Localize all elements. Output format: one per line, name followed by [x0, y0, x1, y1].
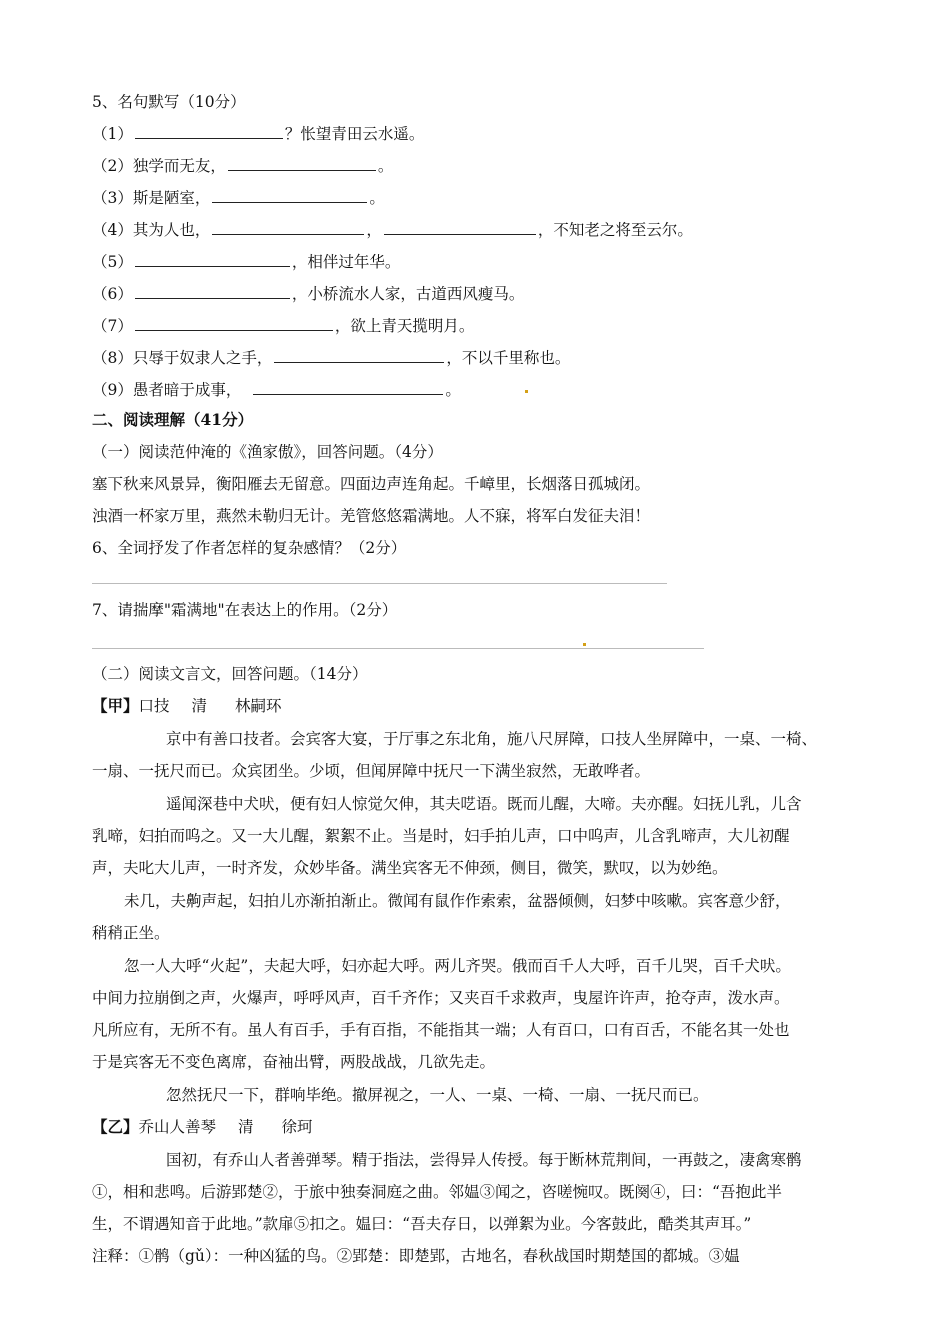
jia-p4-line-c: 凡所应有，无所不有。虽人有百手，手有百指，不能指其一端；人有百口，口有百舌，不能名其一处也 [92, 1021, 790, 1039]
yi-label: 【乙】 [92, 1117, 139, 1136]
q5-item-7 [92, 316, 474, 336]
jia-p2-line-c: 声，夫叱大儿声，一时齐发，众妙毕备。满坐宾客无不伸颈，侧目，微笑，默叹，以为妙绝。 [92, 859, 728, 877]
answer-blank[interactable] [135, 252, 290, 267]
item-text: ，欲上青天揽明月。 [334, 317, 475, 335]
jia-p4-line-a: 忽一人大呼“火起”，夫起大呼，妇亦起大呼。两儿齐哭。俄而百千人大呼，百千儿哭，百千犬吠。 [124, 957, 791, 975]
answer-blank[interactable] [135, 124, 283, 139]
item-number: （3） [92, 189, 133, 207]
q5-item-2 [92, 156, 393, 176]
jia-p4-line-b: 中间力拉崩倒之声，火爆声，呼呼风声，百千齐作；又夹百千求救声，曳屋许许声，抢夺声，泼水声。 [92, 989, 790, 1007]
yi-p1-line-c: 生，不谓遇知音于此地。”款扉⑤扣之。媪曰：“吾夫存日，以弹絮为业。今客鼓此，酷类其声耳。” [92, 1215, 752, 1233]
jia-p1-line-a: 京中有善口技者。会宾客大宴，于厅事之东北角，施八尺屏障，口技人坐屏障中，一桌、一椅、 [166, 730, 818, 748]
item-text: ， [366, 221, 382, 239]
jia-title: 口技 [138, 697, 170, 715]
answer-line-q6[interactable] [92, 583, 667, 584]
jia-p4-line-d: 于是宾客无不变色离席，奋袖出臂，两股战战，几欲先走。 [92, 1053, 496, 1071]
answer-blank[interactable] [253, 380, 443, 395]
jia-p2-line-b: 乳啼，妇拍而呜之。又一大儿醒，絮絮不止。当是时，妇手拍儿声，口中呜声，儿含乳啼声，大儿初醒 [92, 827, 790, 845]
q5-item-5 [92, 252, 400, 272]
part2-intro: （二）阅读文言文，回答问题。（14分） [92, 665, 368, 683]
item-text: 斯是陋室， [132, 189, 211, 207]
q5-item-8 [92, 348, 570, 368]
item-text: ，小桥流水人家，古道西风瘦马。 [291, 285, 525, 303]
jia-label: 【甲】 [92, 696, 139, 715]
item-number: （9） [92, 381, 133, 399]
jia-heading [92, 696, 282, 716]
answer-blank[interactable] [228, 156, 376, 171]
answer-blank[interactable] [135, 284, 290, 299]
item-text: ，相伴过年华。 [291, 253, 401, 271]
answer-blank[interactable] [212, 188, 367, 203]
part1-intro: （一）阅读范仲淹的《渔家傲》，回答问题。（4分） [92, 443, 443, 461]
answer-blank[interactable] [274, 348, 444, 363]
q5-item-3 [92, 188, 385, 208]
yi-title: 乔山人善琴 [138, 1118, 217, 1136]
item-text: 。 [377, 157, 394, 175]
q5-item-4 [92, 220, 693, 240]
question-7: 7、请揣摩"霜满地"在表达上的作用。（2分） [92, 601, 398, 619]
item-text: 其为人也， [132, 221, 211, 239]
section-title: 二、阅读理解（41分） [92, 410, 254, 429]
item-number: （2） [92, 157, 133, 175]
yi-p1-line-b: ①，相和悲鸣。后游郢楚②，于旅中独奏洞庭之曲。邻媪③闻之，咨嗟惋叹。既阕④，曰：“吾抱此半 [92, 1183, 782, 1201]
item-number: （4） [92, 221, 133, 239]
jia-p1-line-b: 一扇、一抚尺而已。众宾团坐。少顷，但闻屏障中抚尺一下满坐寂然，无敢哗者。 [92, 762, 651, 780]
item-text: ，不知老之将至云尔。 [537, 221, 693, 239]
item-number: （6） [92, 285, 133, 303]
scan-speck [583, 643, 586, 646]
yi-p1-line-a: 国初，有乔山人者善弹琴。精于指法，尝得异人传授。每于断林荒荆间，一再鼓之，凄禽寒鹘 [166, 1151, 802, 1169]
item-text: 独学而无友， [132, 157, 226, 175]
poem-line-1: 塞下秋来风景异，衡阳雁去无留意。四面边声连角起。千嶂里，长烟落日孤城闭。 [92, 475, 651, 493]
notes: 注释：①鹘（gǔ）：一种凶猛的鸟。②郢楚：即楚郢，古地名，春秋战国时期楚国的都城。③媪 [92, 1247, 740, 1265]
yi-heading [92, 1117, 313, 1137]
jia-dynasty: 清 [191, 697, 208, 715]
answer-blank[interactable] [212, 220, 364, 235]
answer-blank[interactable] [384, 220, 536, 235]
yi-author: 徐珂 [281, 1118, 313, 1136]
item-number: （1） [92, 125, 133, 143]
item-text: 。 [445, 381, 461, 399]
item-number: （5） [92, 253, 133, 271]
q5-item-6 [92, 284, 524, 304]
answer-line-q7[interactable] [92, 648, 704, 649]
item-text: 只辱于奴隶人之手， [132, 349, 273, 367]
q5-item-9 [92, 380, 461, 400]
item-number: （7） [92, 317, 133, 335]
q5-title: 5、名句默写（10分） [92, 93, 246, 111]
jia-p5: 忽然抚尺一下，群响毕绝。撤屏视之，一人、一桌、一椅、一扇、一抚尺而已。 [166, 1086, 709, 1104]
item-text: ？怅望青田云水遥。 [284, 125, 425, 143]
item-text: ，不以千里称也。 [446, 349, 571, 367]
item-text: 愚者暗于成事， [132, 381, 242, 399]
jia-author: 林嗣环 [235, 697, 282, 715]
yi-dynasty: 清 [238, 1118, 254, 1136]
answer-blank[interactable] [135, 316, 333, 331]
q5-item-1 [92, 124, 424, 144]
poem-line-2: 浊酒一杯家万里，燕然未勒归无计。羌管悠悠霜满地。人不寐，将军白发征夫泪！ [92, 507, 651, 525]
question-6: 6、全词抒发了作者怎样的复杂感情？（2分） [92, 539, 407, 557]
jia-p3-line-a: 未几，夫齁声起，妇拍儿亦渐拍渐止。微闻有鼠作作索索，盆器倾侧，妇梦中咳嗽。宾客意少舒， [124, 892, 791, 910]
jia-p2-line-a: 遥闻深巷中犬吠，便有妇人惊觉欠伸，其夫呓语。既而儿醒，大啼。夫亦醒。妇抚儿乳，儿含 [166, 795, 802, 813]
jia-p3-line-b: 稍稍正坐。 [92, 924, 170, 942]
scan-speck [525, 390, 528, 393]
item-text: 。 [369, 189, 385, 207]
item-number: （8） [92, 349, 133, 367]
